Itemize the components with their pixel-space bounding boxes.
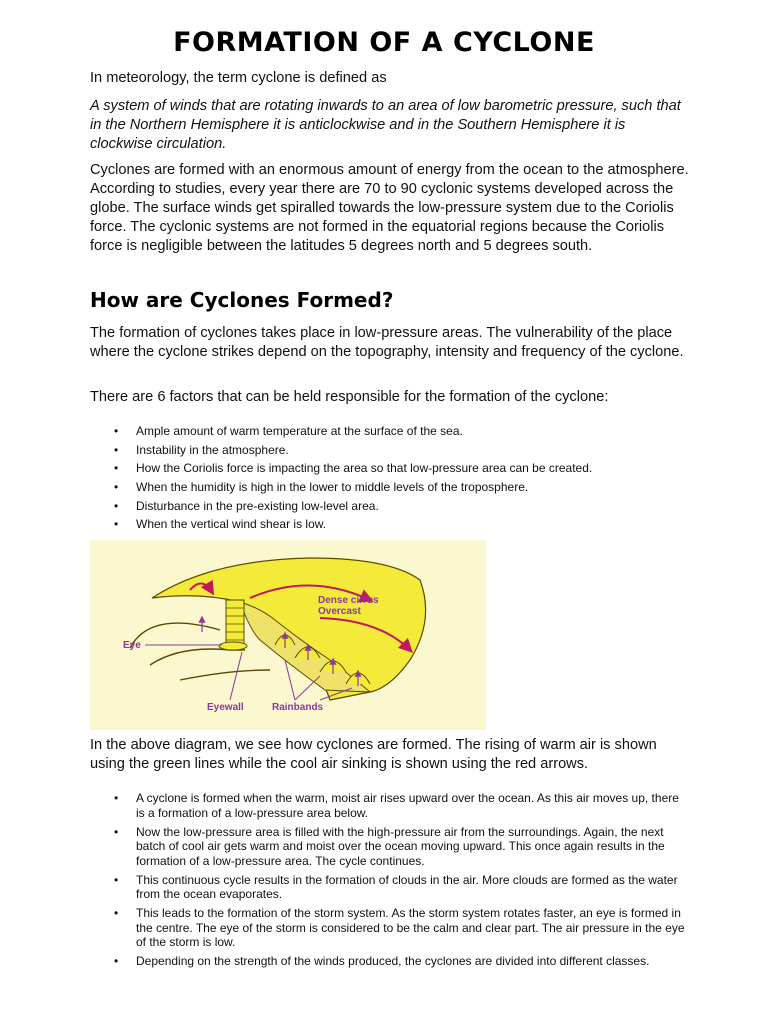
list-item: • Instability in the atmosphere. bbox=[90, 443, 690, 458]
list-item: • When the vertical wind shear is low. bbox=[90, 517, 690, 532]
label-rainbands: Rainbands bbox=[272, 702, 324, 713]
list-item: • Depending on the strength of the winds produced, the cyclones are divided into different classes. bbox=[90, 954, 690, 969]
diagram-caption: In the above diagram, we see how cyclones are formed. The rising of warm air is shown using the green lines while the cool air sinking is shown using the red arrows. bbox=[90, 737, 657, 772]
label-overcast: Overcast bbox=[318, 606, 361, 617]
steps-list bbox=[90, 791, 690, 973]
formation-paragraph: The formation of cyclones takes place in low-pressure areas. The vulnerability of the place where the cyclone strikes depend on the topography, intensity and frequency of the cyclone. bbox=[90, 325, 684, 360]
list-item: • Ample amount of warm temperature at the surface of the sea. bbox=[90, 424, 690, 439]
list-item: • This continuous cycle results in the formation of clouds in the air. More clouds are formed as the water from the ocean evaporates. bbox=[90, 873, 690, 902]
list-item: • When the humidity is high in the lower to middle levels of the troposphere. bbox=[90, 480, 690, 495]
intro-paragraph: In meteorology, the term cyclone is defined as bbox=[90, 70, 387, 86]
label-eye: Eye bbox=[123, 640, 141, 651]
factors-list bbox=[90, 424, 690, 536]
list-item: • This leads to the formation of the storm system. As the storm system rotates faster, an eye is formed in the centre. The eye of the storm is considered to be the calm and clear part. The air pressure in the eye of the storm is low. bbox=[90, 906, 690, 950]
list-item: • Now the low-pressure area is filled with the high-pressure air from the surroundings. Again, the next batch of cool air gets warm and moist over the ocean moving upward. This once again results in the formation of a low-pressure area. The cycle continues. bbox=[90, 825, 690, 869]
cyclone-definition: A system of winds that are rotating inwards to an area of low barometric pressure, such that in the Northern Hemisphere it is anticlockwise and in the Southern Hemisphere it is clockwise circulation. bbox=[90, 98, 681, 152]
list-item: • A cyclone is formed when the warm, moist air rises upward over the ocean. As this air moves up, there is a formation of a low-pressure area below. bbox=[90, 791, 690, 820]
list-item: • Disturbance in the pre-existing low-level area. bbox=[90, 499, 690, 514]
label-eyewall: Eyewall bbox=[207, 702, 244, 713]
section-heading: How are Cyclones Formed? bbox=[90, 288, 394, 312]
factors-intro: There are 6 factors that can be held responsible for the formation of the cyclone: bbox=[90, 389, 609, 405]
document-title: FORMATION OF A CYCLONE bbox=[173, 27, 595, 58]
label-dense-cirrus: Dense cirrus bbox=[318, 595, 379, 606]
cyclone-diagram bbox=[90, 540, 486, 730]
list-item: • How the Coriolis force is impacting the area so that low-pressure area can be created. bbox=[90, 461, 690, 476]
energy-paragraph: Cyclones are formed with an enormous amount of energy from the ocean to the atmosphere. According to studies, every year there are 70 to 90 cyclonic systems developed across the globe. The surface winds get spiralled towards the low-pressure system due to the Coriolis force. The cyclonic systems are not formed in the equatorial regions because the Coriolis force is negligible between the latitudes 5 degrees north and 5 degrees south. bbox=[90, 162, 689, 254]
